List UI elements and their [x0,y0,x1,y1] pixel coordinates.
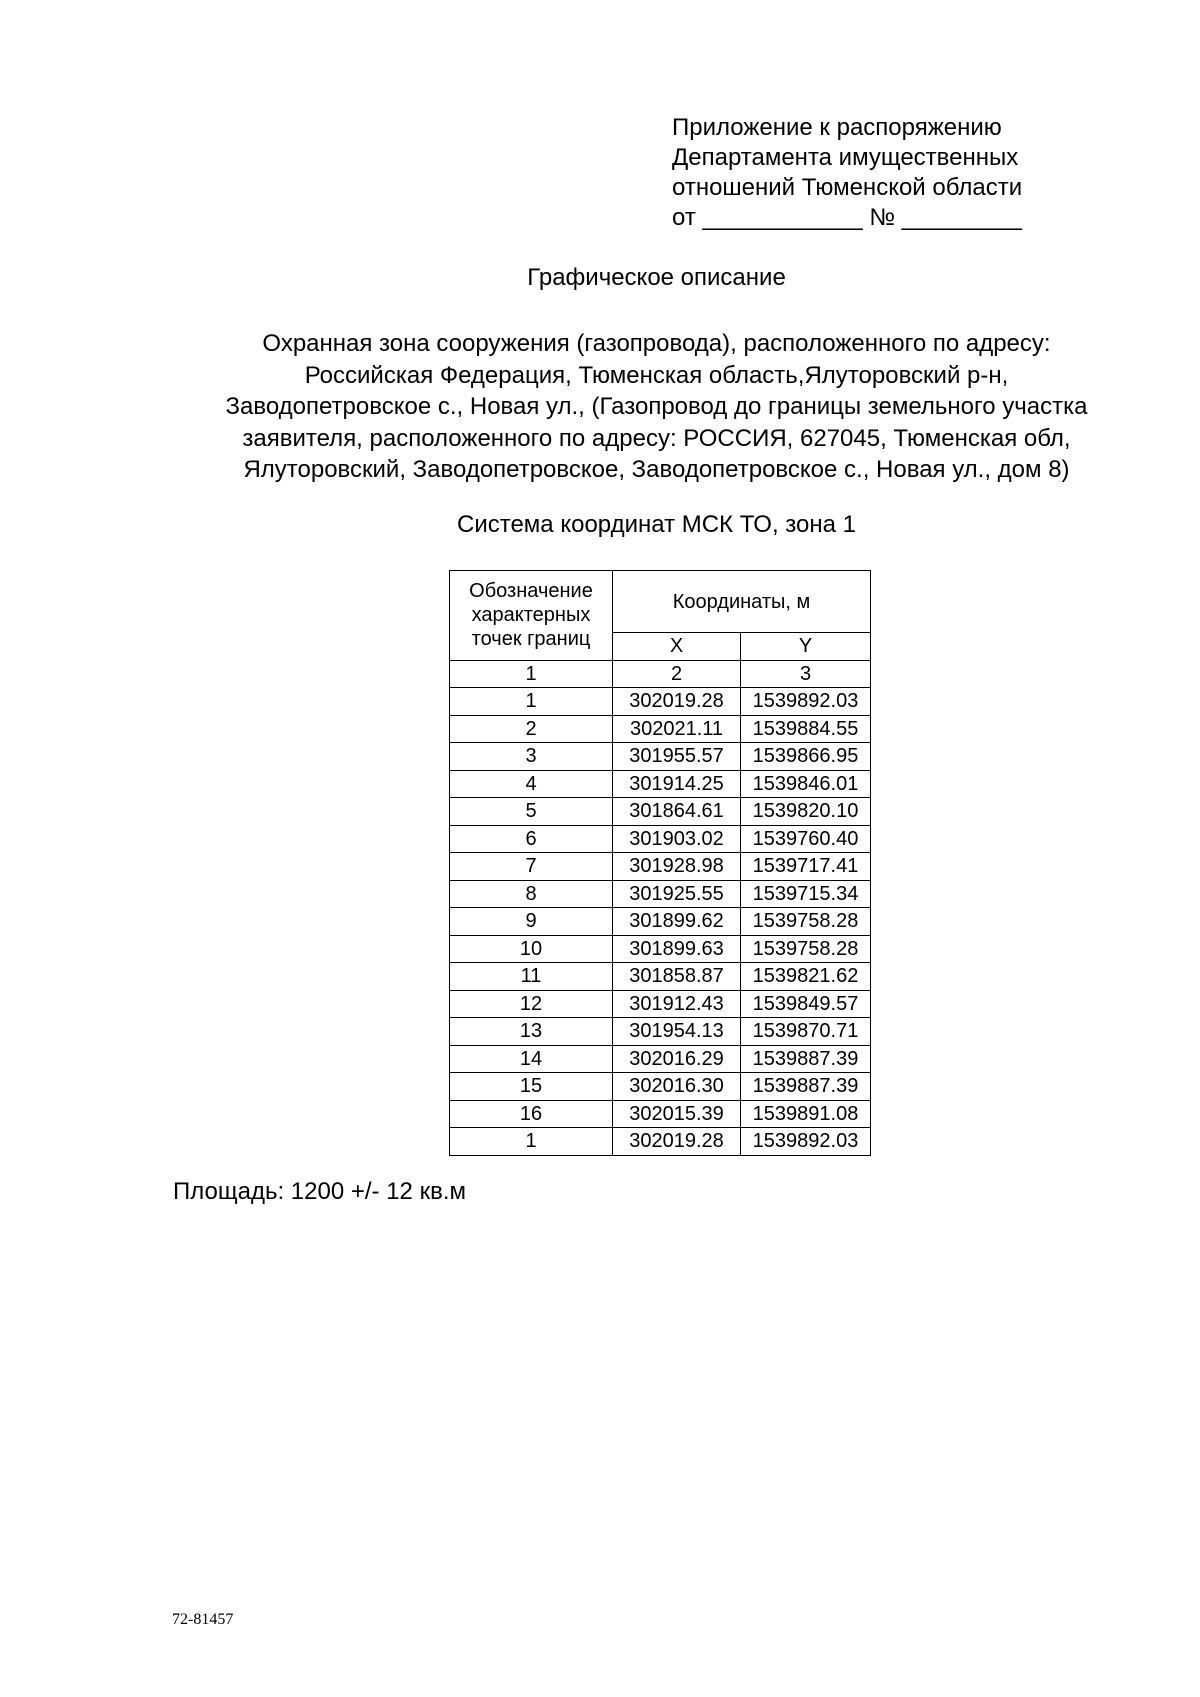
table-row [450,853,871,881]
y-coordinate-cell: 1539892.03 [741,688,871,716]
table-row [450,688,871,716]
column-number: 1 [450,660,613,688]
table-row [450,770,871,798]
description-line: Заводопетровское с., Новая ул., (Газопровод до границы земельного участка [225,393,1088,420]
header-x: X [613,633,741,661]
point-number-cell: 12 [450,990,613,1018]
description-line: Российская Федерация, Тюменская область,Ялуторовский р-н, [304,361,1009,389]
point-number-cell: 8 [450,880,613,908]
y-coordinate-cell: 1539715.34 [741,880,871,908]
point-number-cell: 15 [450,1073,613,1101]
x-coordinate-cell: 301899.63 [613,935,741,963]
x-coordinate-cell: 301954.13 [613,1018,741,1046]
table-row [450,963,871,991]
coordinates-table [449,570,871,1156]
y-coordinate-cell: 1539821.62 [741,963,871,991]
table-row [450,1073,871,1101]
x-coordinate-cell: 301925.55 [613,880,741,908]
appendix-block [672,113,1022,233]
column-number: 2 [613,660,741,688]
table-row [450,1128,871,1156]
appendix-line-4: от ____________ № _________ [672,204,1022,231]
table-row [450,743,871,771]
column-number: 3 [741,660,871,688]
y-coordinate-cell: 1539887.39 [741,1073,871,1101]
y-coordinate-cell: 1539866.95 [741,743,871,771]
x-coordinate-cell: 301858.87 [613,963,741,991]
table-row [450,1045,871,1073]
point-number-cell: 10 [450,935,613,963]
table-row [450,798,871,826]
table-row [450,880,871,908]
y-coordinate-cell: 1539884.55 [741,715,871,743]
table-row [450,990,871,1018]
x-coordinate-cell: 301912.43 [613,990,741,1018]
point-number-cell: 16 [450,1100,613,1128]
y-coordinate-cell: 1539760.40 [741,825,871,853]
header-points: Обозначение характерных точек границ [450,571,613,661]
x-coordinate-cell: 302016.29 [613,1045,741,1073]
header-row [450,571,871,633]
x-coordinate-cell: 302021.11 [613,715,741,743]
x-coordinate-cell: 301928.98 [613,853,741,881]
table-row [450,1018,871,1046]
point-number-cell: 13 [450,1018,613,1046]
y-coordinate-cell: 1539717.41 [741,853,871,881]
y-coordinate-cell: 1539892.03 [741,1128,871,1156]
appendix-line-2: Департамента имущественных [672,144,1019,171]
description-line: Ялуторовский, Заводопетровское, Заводопетровское с., Новая ул., дом 8) [243,456,1070,483]
description-line: Охранная зона сооружения (газопровода), расположенного по адресу: [262,330,1051,357]
table-row [450,1100,871,1128]
y-coordinate-cell: 1539887.39 [741,1045,871,1073]
x-coordinate-cell: 301914.25 [613,770,741,798]
point-number-cell: 1 [450,688,613,716]
header-y: Y [741,633,871,661]
document-title: Графическое описание [527,264,786,291]
point-number-cell: 1 [450,1128,613,1156]
appendix-line-1: Приложение к распоряжению [672,114,1002,141]
table-header [450,571,871,688]
point-number-cell: 7 [450,853,613,881]
x-coordinate-cell: 302019.28 [613,1128,741,1156]
point-number-cell: 4 [450,770,613,798]
x-coordinate-cell: 302016.30 [613,1073,741,1101]
appendix-line-3: отношений Тюменской области [672,174,1023,201]
y-coordinate-cell: 1539891.08 [741,1100,871,1128]
point-number-cell: 5 [450,798,613,826]
point-number-cell: 3 [450,743,613,771]
column-numbers-row [450,660,871,688]
y-coordinate-cell: 1539849.57 [741,990,871,1018]
point-number-cell: 11 [450,963,613,991]
point-number-cell: 14 [450,1045,613,1073]
table-body [450,688,871,1156]
x-coordinate-cell: 301899.62 [613,908,741,936]
x-coordinate-cell: 302019.28 [613,688,741,716]
table-row [450,715,871,743]
x-coordinate-cell: 301864.61 [613,798,741,826]
zone-description [0,328,1200,486]
x-coordinate-cell: 302015.39 [613,1100,741,1128]
y-coordinate-cell: 1539820.10 [741,798,871,826]
description-line: заявителя, расположенного по адресу: РОССИЯ, 627045, Тюменская обл, [242,424,1071,452]
x-coordinate-cell: 301955.57 [613,743,741,771]
header-coordinates: Координаты, м [613,571,871,633]
y-coordinate-cell: 1539758.28 [741,935,871,963]
point-number-cell: 2 [450,715,613,743]
area-label: Площадь: 1200 +/- 12 кв.м [173,1178,466,1205]
y-coordinate-cell: 1539870.71 [741,1018,871,1046]
point-number-cell: 6 [450,825,613,853]
coordinate-system-label: Система координат МСК ТО, зона 1 [457,511,856,538]
y-coordinate-cell: 1539846.01 [741,770,871,798]
table-row [450,935,871,963]
point-number-cell: 9 [450,908,613,936]
y-coordinate-cell: 1539758.28 [741,908,871,936]
x-coordinate-cell: 301903.02 [613,825,741,853]
document-number: 72-81457 [172,1611,234,1628]
table-row [450,825,871,853]
table-row [450,908,871,936]
